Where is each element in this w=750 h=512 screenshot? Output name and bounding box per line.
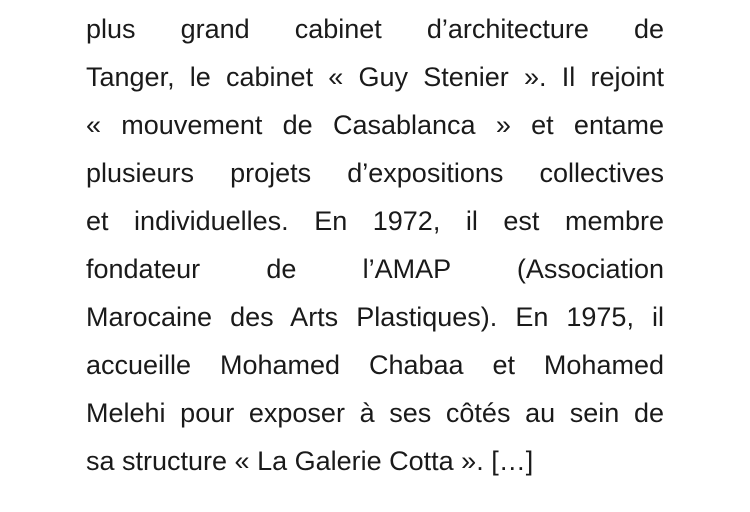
article-excerpt bbox=[86, 5, 664, 485]
text-line: Tanger, le cabinet « Guy Stenier ». Il rejoint bbox=[86, 62, 664, 92]
text-line-last: sa structure « La Galerie Cotta ». […] bbox=[86, 446, 534, 476]
text-line: fondateur de l’AMAP (Association bbox=[86, 254, 664, 284]
text-line: accueille Mohamed Chabaa et Mohamed bbox=[86, 350, 664, 380]
text-line: plus grand cabinet d’architecture de bbox=[86, 14, 664, 44]
text-line: plusieurs projets d’expositions collectives bbox=[86, 158, 664, 188]
text-line: Melehi pour exposer à ses côtés au sein de bbox=[86, 398, 664, 428]
text-line: « mouvement de Casablanca » et entame bbox=[86, 110, 664, 140]
text-line: et individuelles. En 1972, il est membre bbox=[86, 206, 664, 236]
text-line: Marocaine des Arts Plastiques). En 1975, il bbox=[86, 302, 664, 332]
